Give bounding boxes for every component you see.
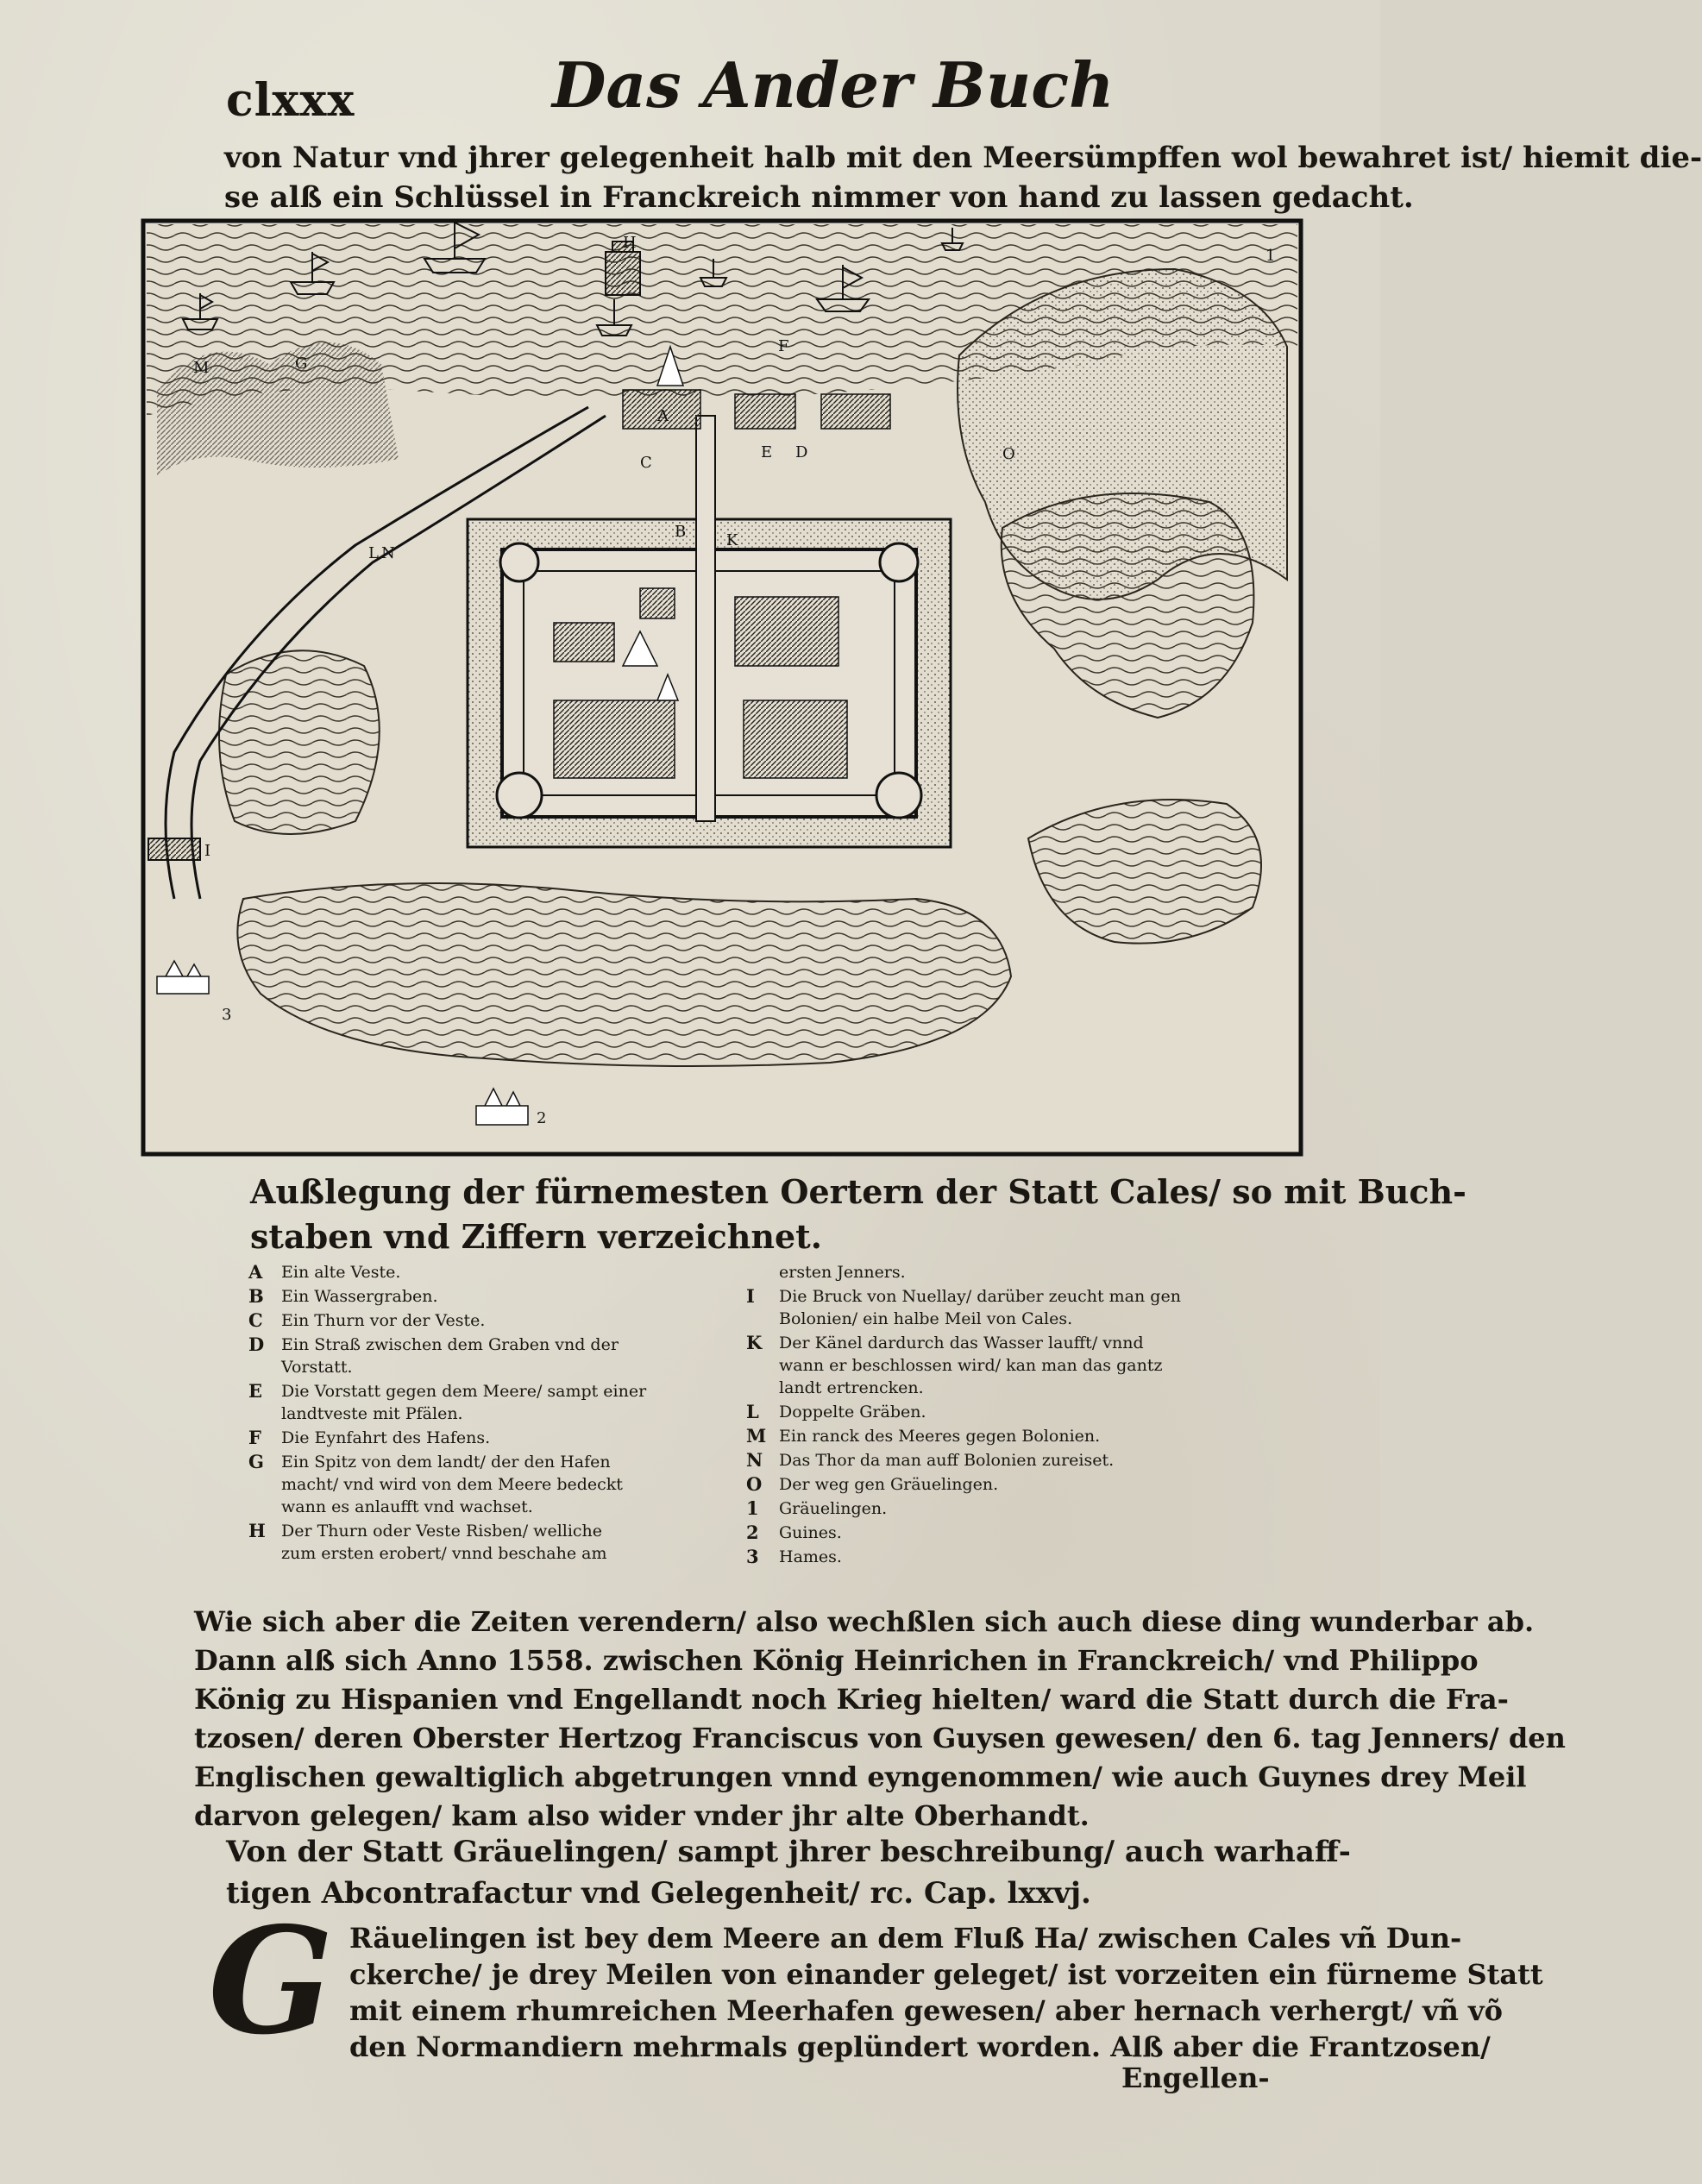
legend-title-line: Außlegung der fürnemesten Oertern der Statt Cales/ so mit Buch-	[250, 1172, 1466, 1211]
legend-title-line: staben vnd Ziffern verzeichnet.	[250, 1217, 822, 1256]
legend-entry	[746, 1425, 1195, 1447]
legend-entry	[746, 1473, 1195, 1496]
legend-key: F	[248, 1427, 261, 1448]
legend-text-line: Hames.	[779, 1547, 842, 1566]
legend-text	[779, 1401, 1195, 1423]
legend-key: H	[248, 1520, 266, 1541]
legend-key: 3	[746, 1546, 759, 1567]
chapter-line: tigen Abcontrafactur vnd Gelegenheit/ rc. Cap. lxxvj.	[226, 1876, 1091, 1911]
woodcut-map-calais	[140, 217, 1304, 1158]
legend-text	[779, 1497, 1195, 1520]
body-line: König zu Hispanien vnd Engellandt noch Krieg hielten/ ward die Statt durch die Fra-	[194, 1683, 1509, 1716]
legend-text	[281, 1285, 663, 1308]
legend-key: 1	[746, 1497, 759, 1519]
legend-key: B	[248, 1285, 264, 1307]
legend-text	[281, 1380, 663, 1425]
intro-line: von Natur vnd jhrer gelegenheit halb mit den Meersümpffen wol bewahret ist/ hiemit die-	[224, 141, 1702, 175]
legend-text	[779, 1261, 1195, 1283]
legend-entry	[746, 1332, 1195, 1399]
chapter-paragraph	[349, 1920, 1543, 2065]
legend-text	[281, 1520, 663, 1565]
legend-text-line: Ein Straß zwischen dem Graben vnd der	[281, 1335, 619, 1354]
legend-text-line: Die Eynfahrt des Hafens.	[281, 1428, 491, 1447]
legend-entry	[248, 1451, 663, 1518]
legend-entry	[746, 1401, 1195, 1423]
legend-text-line: Das Thor da man auff Bolonien zureiset.	[779, 1451, 1115, 1470]
legend-entry	[248, 1380, 663, 1425]
body-line: tzosen/ deren Oberster Hertzog Franciscus von Guysen gewesen/ den 6. tag Jenners/ den	[194, 1722, 1566, 1754]
legend-text-line: Ein alte Veste.	[281, 1263, 401, 1282]
map-label: M	[193, 359, 210, 377]
legend-title	[250, 1170, 1466, 1259]
legend-text-line: Der Thurn oder Veste Risben/ welliche	[281, 1522, 603, 1541]
map-label: L	[368, 544, 379, 562]
decorated-initial: G	[208, 1895, 334, 2068]
legend-key: C	[248, 1309, 263, 1331]
legend-key: L	[746, 1401, 759, 1422]
legend-entry	[746, 1546, 1195, 1568]
map-label: C	[640, 454, 652, 472]
legend-text	[779, 1449, 1195, 1472]
paragraph-line: den Normandiern mehrmals geplündert worden. Alß aber die Frantzosen/	[349, 2030, 1491, 2063]
map-label: D	[795, 443, 808, 461]
paragraph-line: ckerche/ je drey Meilen von einander geleget/ ist vorzeiten ein fürneme Statt	[349, 1958, 1543, 1991]
legend-entry	[746, 1285, 1195, 1330]
legend-text	[779, 1332, 1195, 1399]
legend-column-left	[248, 1261, 663, 1566]
map-label: G	[295, 355, 308, 373]
legend-text	[281, 1334, 663, 1378]
legend-text-line: Vorstatt.	[281, 1358, 353, 1377]
legend-text-line: Ein ranck des Meeres gegen Bolonien.	[779, 1427, 1101, 1446]
legend-key: O	[746, 1473, 763, 1495]
legend-text-line: Ein Spitz von dem landt/ der den Hafen	[281, 1453, 611, 1472]
legend-column-right	[746, 1261, 1195, 1570]
legend-text-line: Bolonien/ ein halbe Meil von Cales.	[779, 1309, 1073, 1328]
legend-text-line: Ein Wassergraben.	[281, 1287, 438, 1306]
map-label: K	[726, 531, 738, 549]
legend-text-line: zum ersten erobert/ vnnd beschahe am	[281, 1544, 607, 1563]
legend-text-line: landt ertrencken.	[779, 1378, 924, 1397]
legend-text-line: wann es anlaufft vnd wachset.	[281, 1497, 533, 1516]
legend-text	[779, 1522, 1195, 1544]
legend-text-line: landtveste mit Pfälen.	[281, 1404, 463, 1423]
map-label: N	[381, 544, 395, 562]
body-line: Dann alß sich Anno 1558. zwischen König Heinrichen in Franckreich/ vnd Philippo	[194, 1644, 1479, 1677]
map-label: 3	[222, 1006, 232, 1024]
legend-key: D	[248, 1334, 265, 1355]
map-label: F	[778, 337, 789, 355]
map-label: B	[675, 523, 687, 541]
body-paragraph	[194, 1603, 1566, 1836]
paragraph-line: Räuelingen ist bey dem Meere an dem Fluß Ha/ zwischen Cales vñ Dun-	[349, 1922, 1462, 1955]
legend-entry	[746, 1261, 1195, 1283]
map-label: 2	[537, 1109, 547, 1127]
chapter-line: Von der Statt Gräuelingen/ sampt jhrer beschreibung/ auch warhaff-	[226, 1835, 1351, 1869]
legend-text-line: Der Känel dardurch das Wasser laufft/ vnnd	[779, 1334, 1144, 1352]
body-line: Englischen gewaltiglich abgetrungen vnnd eyngenommen/ wie auch Guynes drey Meil	[194, 1760, 1527, 1793]
legend-text	[779, 1546, 1195, 1568]
legend-entry	[746, 1497, 1195, 1520]
chapter-heading	[226, 1831, 1351, 1914]
legend-entry	[248, 1427, 663, 1449]
body-line: Wie sich aber die Zeiten verendern/ also wechßlen sich auch diese ding wunderbar ab.	[194, 1605, 1535, 1638]
marsh-west	[219, 650, 380, 834]
legend-entry	[248, 1309, 663, 1332]
map-label: I	[204, 842, 211, 860]
legend-entry	[248, 1334, 663, 1378]
body-line: darvon gelegen/ kam also wider vnder jhr alte Oberhandt.	[194, 1799, 1090, 1832]
intro-line: se alß ein Schlüssel in Franckreich nimmer von hand zu lassen gedacht.	[224, 180, 1414, 215]
legend-key: N	[746, 1449, 763, 1471]
legend-entry	[746, 1449, 1195, 1472]
intro-text	[224, 138, 1702, 217]
legend-entry	[248, 1520, 663, 1565]
map-label: 1	[1266, 247, 1276, 265]
legend-text-line: Guines.	[779, 1523, 842, 1542]
legend-key: 2	[746, 1522, 759, 1543]
folio-number: clxxx	[226, 74, 355, 127]
legend-entry	[248, 1261, 663, 1283]
legend-text	[779, 1425, 1195, 1447]
legend-text	[281, 1309, 663, 1332]
legend-text	[281, 1427, 663, 1449]
legend-text-line: Doppelte Gräben.	[779, 1403, 926, 1421]
legend-text-line: macht/ vnd wird von dem Meere bedeckt	[281, 1475, 623, 1494]
legend-text-line: Der weg gen Gräuelingen.	[779, 1475, 999, 1494]
bridge-nuellay	[148, 838, 200, 860]
legend-key	[746, 1261, 779, 1283]
legend-text	[281, 1451, 663, 1518]
legend-entry	[746, 1522, 1195, 1544]
catchword: Engellen-	[1121, 2062, 1270, 2094]
legend-text-line: Ein Thurn vor der Veste.	[281, 1311, 486, 1330]
legend-text-line: Die Vorstatt gegen dem Meere/ sampt einer	[281, 1382, 647, 1401]
legend-text	[281, 1261, 663, 1283]
map-label: H	[623, 234, 637, 252]
legend-text	[779, 1285, 1195, 1330]
legend-text-line: ersten Jenners.	[779, 1263, 906, 1282]
legend-key: M	[746, 1425, 767, 1447]
map-label: A	[657, 407, 669, 425]
map-label: O	[1002, 445, 1015, 463]
map-label: E	[761, 443, 773, 461]
legend-text-line: Die Bruck von Nuellay/ darüber zeucht man gen	[779, 1287, 1181, 1306]
legend-entry	[248, 1285, 663, 1308]
legend-key: I	[746, 1285, 755, 1307]
legend-key: K	[746, 1332, 763, 1353]
running-title: Das Ander Buch	[552, 48, 1115, 122]
paragraph-line: mit einem rhumreichen Meerhafen gewesen/ aber hernach verhergt/ vñ võ	[349, 1994, 1503, 2027]
legend-text-line: Gräuelingen.	[779, 1499, 888, 1518]
legend-text	[779, 1473, 1195, 1496]
legend-key: G	[248, 1451, 264, 1472]
legend-key: A	[248, 1261, 263, 1283]
legend-key: E	[248, 1380, 263, 1402]
legend-text-line: wann er beschlossen wird/ kan man das gantz	[779, 1356, 1163, 1375]
marsh-south	[237, 883, 1011, 1066]
